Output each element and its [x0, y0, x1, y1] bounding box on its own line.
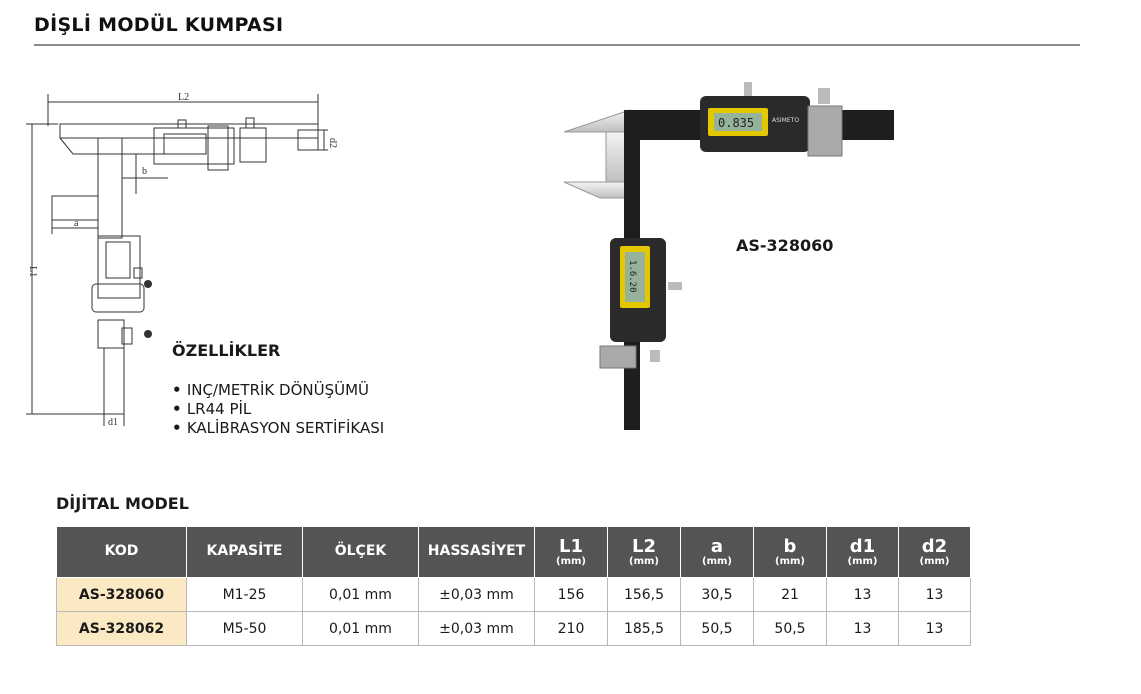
photo-display-side: 1.6.20	[627, 260, 637, 293]
spec-table	[56, 526, 971, 646]
feature-item: • LR44 PİL	[172, 400, 384, 419]
label-l2: L2	[178, 92, 190, 103]
cell-accuracy: ±0,03 mm	[419, 578, 535, 612]
header-d1: d1 (mm)	[827, 527, 899, 578]
cell-capacity: M1-25	[187, 578, 303, 612]
cell-d1: 13	[827, 612, 899, 646]
label-d2: d2	[327, 138, 338, 148]
cell-d1: 13	[827, 578, 899, 612]
table-row	[57, 578, 971, 612]
title-divider	[34, 44, 1080, 46]
cell-scale: 0,01 mm	[303, 612, 419, 646]
header-kapasite: KAPASİTE	[187, 527, 303, 578]
technical-drawing	[18, 88, 348, 428]
header-b: b (mm)	[754, 527, 827, 578]
header-hassasiyet: HASSASİYET	[419, 527, 535, 578]
cell-accuracy: ±0,03 mm	[419, 612, 535, 646]
cell-capacity: M5-50	[187, 612, 303, 646]
label-d1: d1	[108, 417, 118, 428]
cell-l2: 156,5	[608, 578, 681, 612]
cell-b: 21	[754, 578, 827, 612]
cell-d2: 13	[899, 612, 971, 646]
cell-scale: 0,01 mm	[303, 578, 419, 612]
cell-code: AS-328062	[57, 612, 187, 646]
features-list	[172, 381, 384, 438]
photo-display-top: 0.835	[718, 116, 755, 130]
table-heading: DİJİTAL MODEL	[56, 494, 189, 513]
header-olcek: ÖLÇEK	[303, 527, 419, 578]
photo-brand: ASIMETO	[772, 117, 800, 124]
table-header-row	[57, 527, 971, 578]
product-photo	[560, 78, 900, 434]
features-heading: ÖZELLİKLER	[172, 341, 281, 360]
table-row	[57, 612, 971, 646]
label-a: a	[74, 218, 79, 229]
cell-l1: 156	[535, 578, 608, 612]
header-l2: L2 (mm)	[608, 527, 681, 578]
feature-item: • KALİBRASYON SERTİFİKASI	[172, 419, 384, 438]
cell-l2: 185,5	[608, 612, 681, 646]
cell-code: AS-328060	[57, 578, 187, 612]
model-label: AS-328060	[736, 236, 834, 255]
page-title: DİŞLİ MODÜL KUMPASI	[34, 14, 284, 36]
cell-d2: 13	[899, 578, 971, 612]
feature-item: • INÇ/METRİK DÖNÜŞÜMÜ	[172, 381, 384, 400]
header-l1: L1 (mm)	[535, 527, 608, 578]
label-l1: L1	[27, 266, 38, 278]
header-d2: d2 (mm)	[899, 527, 971, 578]
cell-l1: 210	[535, 612, 608, 646]
header-kod: KOD	[57, 527, 187, 578]
cell-b: 50,5	[754, 612, 827, 646]
cell-a: 50,5	[681, 612, 754, 646]
label-b: b	[142, 166, 147, 177]
header-a: a (mm)	[681, 527, 754, 578]
cell-a: 30,5	[681, 578, 754, 612]
